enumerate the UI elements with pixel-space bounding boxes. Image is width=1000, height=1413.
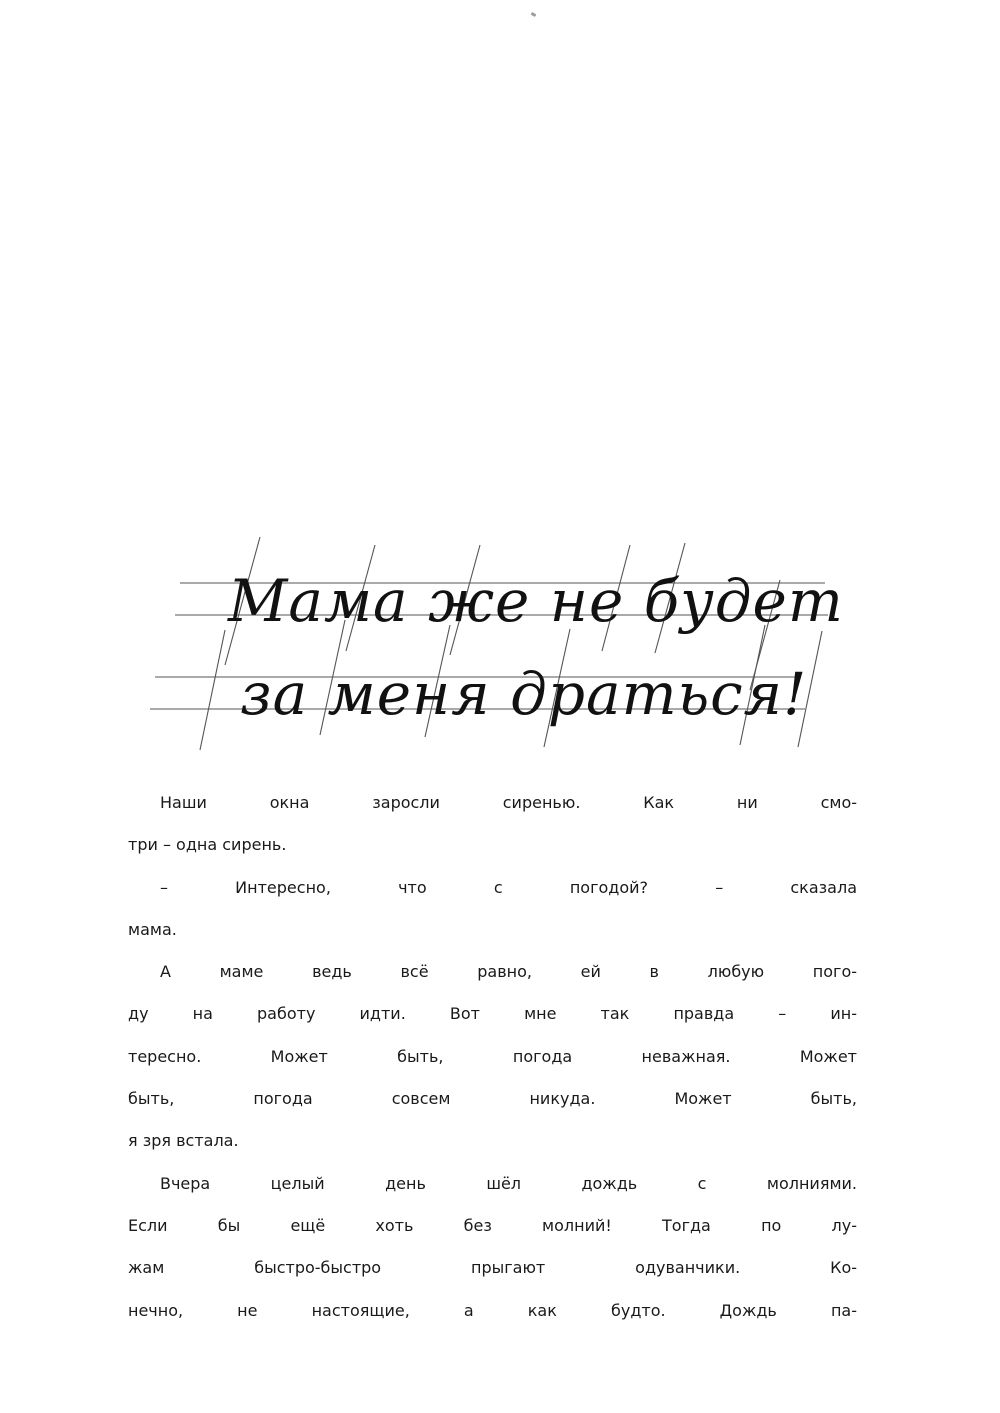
text-line: нечно, не настоящие, а как будто. Дождь па- xyxy=(128,1300,857,1320)
text-line: быть, погода совсем никуда. Может быть, xyxy=(128,1089,857,1109)
calligraphy-guidelines xyxy=(150,525,840,765)
text-line: тересно. Может быть, погода неважная. Может xyxy=(128,1046,857,1066)
text-line: А маме ведь всё равно, ей в любую пого- xyxy=(160,962,857,982)
text-line: три – одна сирень. xyxy=(128,835,287,855)
chapter-heading xyxy=(150,525,844,765)
heading-line-2: за меня драться! xyxy=(240,660,808,728)
text-line: Вчера целый день шёл дождь с молниями. xyxy=(160,1173,857,1193)
text-line: Наши окна заросли сиренью. Как ни смо- xyxy=(160,793,857,812)
text-line: жам быстро-быстро прыгают одуванчики. Ко- xyxy=(128,1258,857,1278)
scan-speck xyxy=(531,12,537,17)
heading-line-1: Мама же не будет xyxy=(228,567,844,635)
body-text xyxy=(128,793,857,1343)
text-line: ду на работу идти. Вот мне так правда – ин- xyxy=(128,1004,857,1024)
text-line: Если бы ещё хоть без молний! Тогда по лу- xyxy=(128,1215,857,1235)
text-line: я зря встала. xyxy=(128,1131,239,1151)
text-line: мама. xyxy=(128,919,177,939)
text-line: – Интересно, что с погодой? – сказала xyxy=(160,877,857,897)
